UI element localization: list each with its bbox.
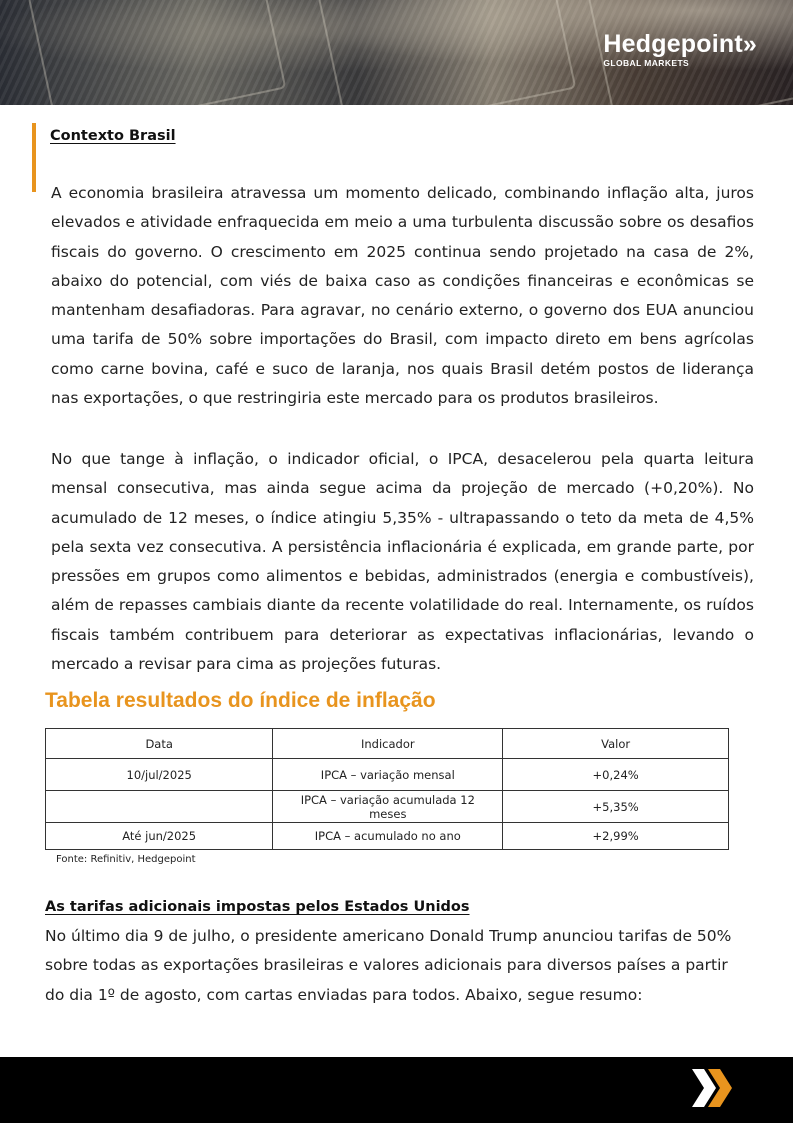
section-accent-bar <box>32 123 36 192</box>
banknote-background <box>28 0 287 105</box>
column-header-valor: Valor <box>503 729 729 759</box>
cell-data <box>46 791 273 823</box>
table-row <box>46 759 729 791</box>
header-banner <box>0 0 793 105</box>
cell-valor: +2,99% <box>503 823 729 850</box>
cell-data: Até jun/2025 <box>46 823 273 850</box>
cell-indicador: IPCA – acumulado no ano <box>273 823 503 850</box>
table-row <box>46 791 729 823</box>
table-source: Fonte: Refinitiv, Hedgepoint <box>56 854 196 865</box>
column-header-indicador: Indicador <box>273 729 503 759</box>
column-header-data: Data <box>46 729 273 759</box>
cell-indicador: IPCA – variação acumulada 12 meses <box>273 791 503 823</box>
double-chevron-icon <box>690 1067 738 1109</box>
table-header-row <box>46 729 729 759</box>
paragraph-tarifas: No último dia 9 de julho, o presidente americano Donald Trump anunciou tarifas de 50% sobre todas as exportações brasileiras e valores adicionais para diversos países a partir do dia 1º de agosto, com cartas enviadas para todos. Abaixo, segue resumo: <box>45 927 732 1004</box>
paragraph-inflacao: No que tange à inflação, o indicador oficial, o IPCA, desacelerou pela quarta leitura mensal consecutiva, mas ainda segue acima da projeção de mercado (+0,20%). No acumulado de 12 meses, o índice atingiu 5,35% - ultrapassando o teto da meta de 4,5% pela sexta vez consecutiva. A persistência inflacionária é explicada, em grande parte, por pressões em grupos como alimentos e bebidas, administrados (energia e combustíveis), além de repasses cambiais diante da recente volatilidade do real. Internamente, os ruídos fiscais também contribuem para deteriorar as expectativas inflacionárias, levando o mercado a revisar para cima as projeções futuras. <box>51 450 754 674</box>
section-title-tarifas: As tarifas adicionais impostas pelos Estados Unidos <box>45 899 470 915</box>
table-row <box>46 823 729 850</box>
table-heading: Tabela resultados do índice de inflação <box>45 689 436 712</box>
section-title-contexto-brasil: Contexto Brasil <box>50 128 176 144</box>
cell-indicador: IPCA – variação mensal <box>273 759 503 791</box>
cell-valor: +5,35% <box>503 791 729 823</box>
paragraph-economia: A economia brasileira atravessa um momento delicado, combinando inflação alta, juros elevados e atividade enfraquecida em meio a uma turbulenta discussão sobre os desafios fiscais do governo. O crescimento em 2025 continua sendo projetado na casa de 2%, abaixo do potencial, com viés de baixa caso as condições financeiras e econômicas se mantenham desafiadoras. Para agravar, no cenário externo, o governo dos EUA anunciou uma tarifa de 50% sobre importações do Brasil, com impacto direto em bens agrícolas como carne bovina, café e suco de laranja, nos quais Brasil detém postos de liderança nas exportações, o que restringiria este mercado para os produtos brasileiros. <box>51 184 754 408</box>
brand-logo <box>603 30 757 68</box>
cell-data: 10/jul/2025 <box>46 759 273 791</box>
inflation-table <box>45 728 729 850</box>
footer-bar <box>0 1057 793 1123</box>
banknote-background <box>318 0 577 105</box>
brand-name: Hedgepoint» <box>603 30 757 58</box>
brand-subtitle: GLOBAL MARKETS <box>603 58 690 68</box>
cell-valor: +0,24% <box>503 759 729 791</box>
